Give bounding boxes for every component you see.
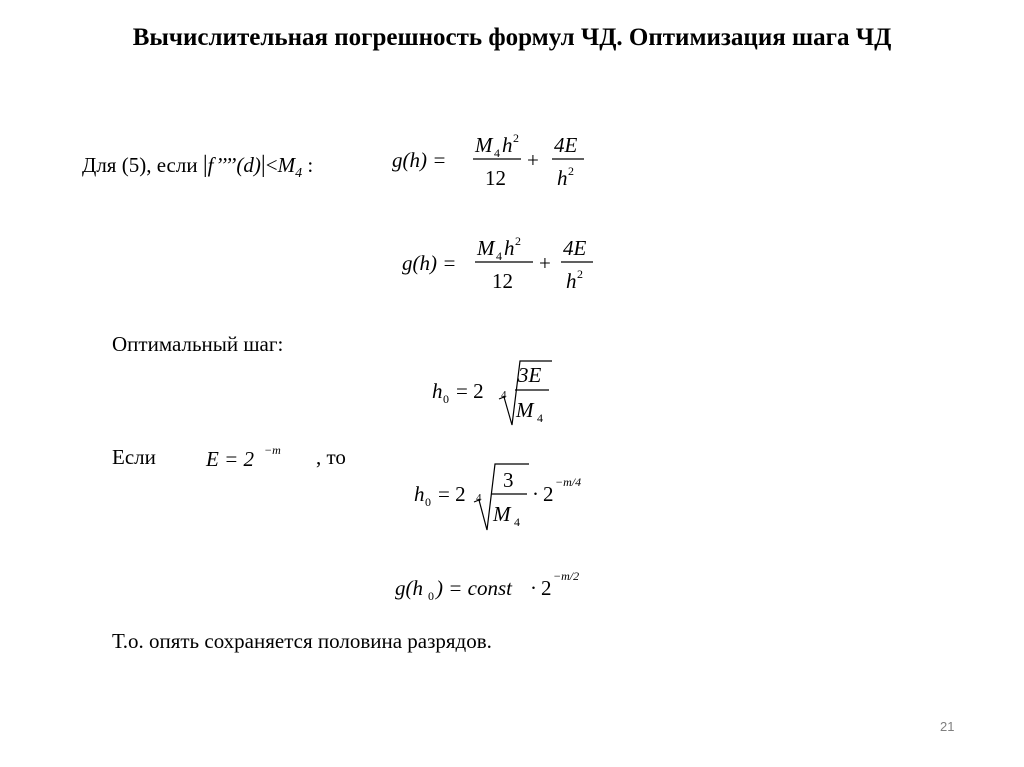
formula-g-second xyxy=(402,228,602,298)
h0-num: 3 xyxy=(503,468,514,492)
formula-g-plus: + xyxy=(539,251,551,275)
intro-line xyxy=(82,152,313,182)
formula-g-num-h: h xyxy=(504,236,515,260)
formula-h0-exp xyxy=(414,458,614,538)
if-expression xyxy=(206,440,316,480)
optimal-label: Оптимальный шаг: xyxy=(112,332,284,356)
intro-prefix: Для (5), если xyxy=(82,153,203,177)
if-then: , то xyxy=(316,445,346,469)
formula-g-num-M-sub: 4 xyxy=(494,146,500,160)
formula-g-num-M: M xyxy=(475,133,493,157)
formula-g-num-h-sup: 2 xyxy=(513,131,519,145)
intro-derivative: f’’’’(d) xyxy=(207,153,261,177)
formula-g-h0 xyxy=(395,566,595,606)
conclusion-text: Т.о. опять сохраняется половина разрядов. xyxy=(112,629,492,653)
page-number: 21 xyxy=(940,719,955,734)
g0-lhs-sub: 0 xyxy=(428,589,434,603)
h0-eq: = 2 xyxy=(438,482,466,506)
intro-bound: M xyxy=(277,153,296,177)
formula-g-num-M: M xyxy=(477,236,495,260)
formula-g-den2-sup: 2 xyxy=(577,267,583,281)
page-title: Вычислительная погрешность формул ЧД. Оптимизация шага ЧД xyxy=(132,24,892,51)
formula-g-den: 12 xyxy=(492,269,513,293)
formula-g-den2: h xyxy=(557,166,568,190)
formula-g-num-h: h xyxy=(502,133,513,157)
root-index: 4 xyxy=(476,492,482,504)
if-expr: E = 2 xyxy=(206,447,254,471)
h0-dot: · xyxy=(532,482,539,506)
formula-g-den2-sup: 2 xyxy=(568,164,574,178)
formula-g-lhs: g(h) = xyxy=(402,251,457,275)
formula-g-den2: h xyxy=(566,269,577,293)
h0-den: M xyxy=(516,398,534,422)
h0-den-sub: 4 xyxy=(514,515,520,529)
g0-base: 2 xyxy=(541,576,552,600)
formula-g-plus: + xyxy=(527,148,539,172)
h0-num: 3E xyxy=(518,363,542,387)
formula-g-num2: 4E xyxy=(554,133,578,157)
h0-lhs: h xyxy=(432,379,443,403)
formula-g-lhs: g(h) = xyxy=(392,148,447,172)
if-label: Если xyxy=(112,445,156,469)
intro-bound-sub: 4 xyxy=(295,166,303,182)
formula-g-first xyxy=(392,125,592,195)
intro-suffix: : xyxy=(302,153,314,177)
h0-den-sub: 4 xyxy=(537,411,543,425)
g0-exp: −m/2 xyxy=(553,569,580,583)
h0-eq: = 2 xyxy=(456,379,484,403)
h0-den: M xyxy=(493,502,511,526)
formula-g-den: 12 xyxy=(485,166,506,190)
formula-g-num-M-sub: 4 xyxy=(496,249,502,263)
formula-g-num-h-sup: 2 xyxy=(515,234,521,248)
if-exp: −m xyxy=(264,443,281,457)
h0-exp: −m/4 xyxy=(555,475,582,489)
h0-lhs: h xyxy=(414,482,425,506)
g0-dot: · xyxy=(530,576,537,600)
h0-lhs-sub: 0 xyxy=(425,495,431,509)
h0-lhs-sub: 0 xyxy=(443,392,449,406)
abs-bar-left: | xyxy=(202,152,208,178)
formula-h0-optimal xyxy=(432,355,572,430)
intro-lt: < xyxy=(265,153,278,177)
abs-bar-right: | xyxy=(260,152,266,178)
formula-g-num2: 4E xyxy=(563,236,587,260)
g0-lhs: g(h xyxy=(395,576,423,600)
g0-rhs: ) = const xyxy=(436,576,512,600)
h0-base: 2 xyxy=(543,482,554,506)
root-index: 4 xyxy=(501,389,507,401)
